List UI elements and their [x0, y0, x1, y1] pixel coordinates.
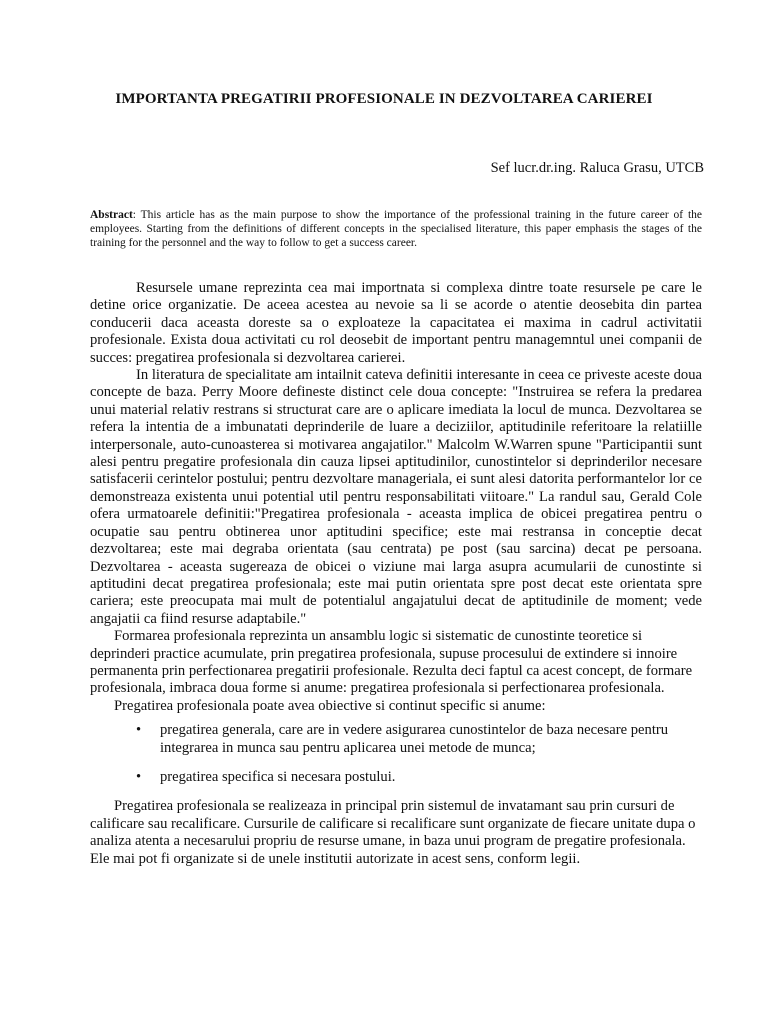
list-item-text: pregatirea specifica si necesara postului.: [160, 768, 396, 785]
document-body: [90, 280, 702, 868]
abstract-text: : This article has as the main purpose to show the importance of the professional training in the future career of the employees. Starting from the definitions of different concepts in the specialised literature, this paper emphasis the stages of the training for the personnel and the way to follow to get a success career.: [90, 209, 702, 249]
document-title: IMPORTANTA PREGATIRII PROFESIONALE IN DEZVOLTAREA CARIEREI: [115, 91, 653, 107]
list-item-text: pregatirea generala, care are in vedere asigurarea cunostintelor de baza necesare pentru integrarea in munca sau pentru aplicarea unei metode de munca;: [160, 722, 669, 756]
abstract: [90, 208, 702, 250]
list-item: [136, 722, 702, 757]
bullet-list: [90, 722, 702, 786]
paragraph-4: Pregatirea profesionala poate avea obiective si continut specific si anume:: [114, 697, 546, 714]
bullet-icon: •: [136, 768, 142, 785]
list-item: [136, 768, 702, 786]
bullet-icon: •: [136, 722, 142, 739]
author-line: Sef lucr.dr.ing. Raluca Grasu, UTCB: [490, 160, 704, 176]
paragraph-3: Formarea profesionala reprezinta un ansamblu logic si sistematic de cunostinte teoretice si deprinderi practice acumulate, prin pregatirea profesionala, supuse procesului de extindere si innoire permanenta prin perfectionarea pregatirii profesionale. Rezulta deci faptul ca acest concept, de formare profesionala, imbraca doua forme si anume: pregatirea profesionala si perfectionarea profesionala.: [90, 628, 693, 697]
paragraph-1: Resursele umane reprezinta cea mai importnata si complexa dintre toate resursele pe care le detine orice organizatie. De aceea acestea au nevoie sa li se acorde o atentie deosebita din partea conducerii daca aceasta doreste sa o exploateze la capacitatea ei maxima in cadrul activitatii profesionale. Exista doua activitati cu rol deosebit de important pentru managemntul unei companii de succes: pregatirea profesionala si dezvoltarea carierei.: [90, 280, 702, 366]
paragraph-2: In literatura de specialitate am intailnit cateva definitii interesante in ceea ce priveste aceste doua concepte de baza. Perry Moore defineste distinct cele doua concepte: "Instruirea se refera la predarea unui material relativ restrans si structurat care are o aplicare imediata la locul de munca. Dezvoltarea se refera la intentia de a imbunatati deprinderile de luare a deciziilor, aptitudinile referitoare la relatiille interpersonale, auto-cunoasterea si motivarea angajatilor." Malcolm W.Warren spune "Participantii sunt alesi pentru pregatire profesionala din cauza lipsei aptitudinilor, cunostintelor si deprinderilor necesare satisfacerii cerintelor postului; pentru dezvoltare manageriala, ei sunt alesi datorita performantelor lor ce demonstreaza existenta unui potential util pentru responsabilitati viitoare." La randul sau, Gerald Cole ofera urmatoarele definitii:"Pregatirea profesionala - aceasta implica de obicei pregatirea pentru o ocupatie sau pentru obtinerea unor aptitudini specifice; este mai restransa in conceptie decat dezvoltarea; este mai degraba orientata (sau centrata) pe post (sau sarcina) decat pe persoana. Dezvoltarea - aceasta sugereaza de obicei o viziune mai larga asupra acumularii de cunostinte si aptitudini decat pregatirea profesionala; este mai putin orientata spre post decat este orientata spre cariera; este preocupata mai mult de potentialul angajatului decat de aptitudinile de moment; vede angajatii ca fiind resurse adaptabile.": [90, 367, 702, 627]
abstract-label: Abstract: [90, 209, 133, 221]
closing-paragraph: Pregatirea profesionala se realizeaza in principal prin sistemul de invatamant sau prin cursuri de calificare sau recalificare. Cursurile de calificare si recalificare sunt organizate de fiecare unitate dupa o analiza atenta a necesarului propriu de resurse umane, in baza unui program de pregatire profesionala. Ele mai pot fi organizate si de unele institutii autorizate in acest sens, conform legii.: [90, 798, 696, 867]
